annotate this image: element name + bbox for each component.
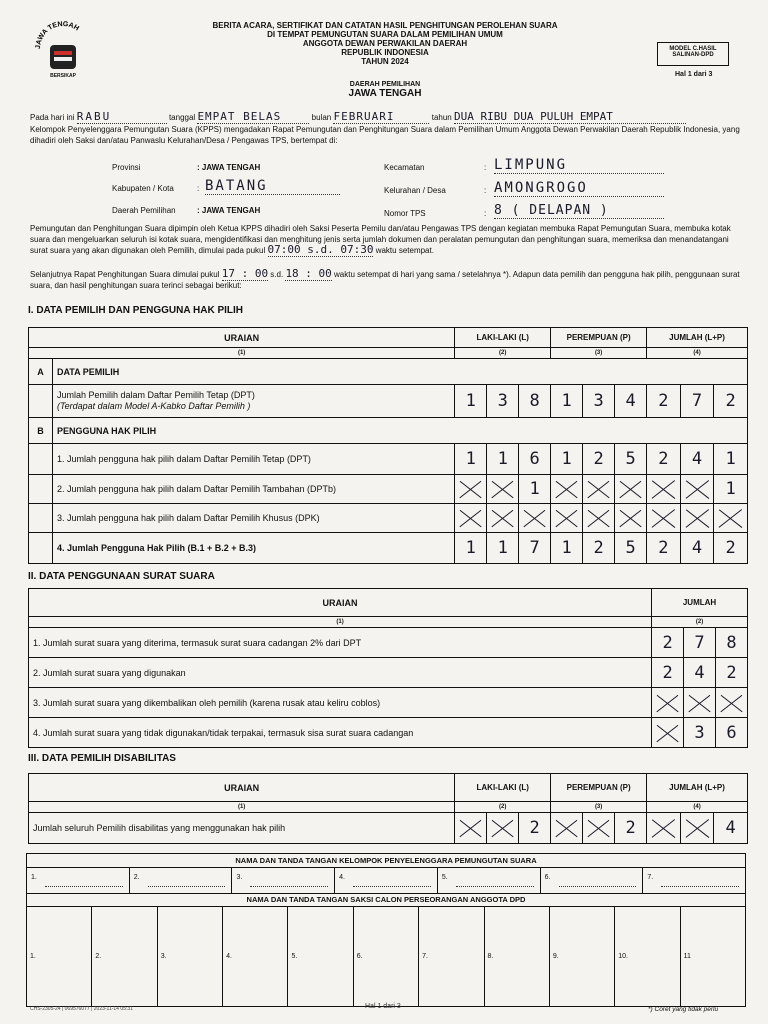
s1-b4: 4. Jumlah Pengguna Hak Pilih (B.1 + B.2 + B.3) xyxy=(52,533,454,564)
digit-cell: 5 xyxy=(625,449,636,469)
digit-cell: 8 xyxy=(726,632,737,653)
saksi-signature-slot xyxy=(681,907,745,1006)
slot-number: 3. xyxy=(236,874,243,881)
s1-b: B xyxy=(29,418,53,444)
para1-time: 07:00 s.d. 07:30 xyxy=(267,243,374,256)
digit-cell: 7 xyxy=(529,538,540,558)
kab-value: BATANG xyxy=(205,178,340,195)
digit-cell: 2 xyxy=(726,662,737,683)
section3-table xyxy=(28,773,748,844)
s3-h-p: PEREMPUAN (P) xyxy=(551,774,647,802)
crossed-out-cell xyxy=(551,475,583,503)
s2-r4: 4. Jumlah surat suara yang tidak digunakan/tidak terpakai, termasuk sisa surat suara cadangan xyxy=(29,718,652,748)
section3-title: III. DATA PEMILIH DISABILITAS xyxy=(28,753,176,764)
intro-text: Kelompok Penyelenggara Pemungutan Suara (KPPS) mengadakan Rapat Pemungutan dan Penghitungan Suara dalam Pemilihan Umum Anggota Dewan Perwakilan Daerah Republik Indonesia, yang dihadiri oleh Saksi dan/atau Panwaslu Kelurahan/Desa / Pengawas TPS, bertempat di: xyxy=(30,125,740,145)
crossed-out-cell xyxy=(487,813,519,843)
digit-cells xyxy=(647,504,747,532)
kpps-signature-slot xyxy=(130,868,233,893)
tps-value: 8 ( DELAPAN ) xyxy=(494,203,664,219)
region-label: DAERAH PEMILIHAN xyxy=(349,81,421,88)
title-line: ANGGOTA DEWAN PERWAKILAN DAERAH xyxy=(302,39,468,48)
signature-block xyxy=(26,853,746,1007)
section1-table xyxy=(28,327,748,564)
digit-cells xyxy=(551,475,646,503)
crossed-out-cell xyxy=(647,475,681,503)
dapil-value: : JAWA TENGAH xyxy=(197,206,261,215)
crossed-out-cell xyxy=(681,504,715,532)
kpps-row xyxy=(27,868,745,894)
crossed-out-cell xyxy=(487,504,519,532)
title-line: TAHUN 2024 xyxy=(361,57,409,66)
para1 xyxy=(30,224,748,257)
crossed-out-cell xyxy=(551,813,583,843)
footer-center: Hal 1 dari 3 xyxy=(365,1003,401,1010)
digit-cell: 2 xyxy=(647,385,681,417)
s2-n1: (1) xyxy=(29,617,652,628)
saksi-signature-slot xyxy=(92,907,157,1006)
slot-number: 6. xyxy=(544,874,551,881)
saksi-title: NAMA DAN TANDA TANGAN SAKSI CALON PERSEORANGAN ANGGOTA DPD xyxy=(27,894,745,907)
slot-number: 5. xyxy=(441,874,448,881)
digit-cell: 3 xyxy=(583,385,615,417)
digit-cells xyxy=(647,444,747,474)
crossed-out-cell xyxy=(716,688,747,717)
date-prefix: Pada hari ini xyxy=(30,113,75,122)
s1-b1: 1. Jumlah pengguna hak pilih dalam Daftar Pemilih Tetap (DPT) xyxy=(52,444,454,475)
s2-h-j: JUMLAH xyxy=(652,589,748,617)
digit-cell: 3 xyxy=(684,718,716,747)
digit-cell: 4 xyxy=(681,444,715,474)
crossed-out-cell xyxy=(615,475,646,503)
digit-cells xyxy=(652,688,747,717)
s1-b-title: PENGGUNA HAK PILIH xyxy=(52,418,747,444)
saksi-signature-slot xyxy=(223,907,288,1006)
digit-cell: 1 xyxy=(725,479,736,499)
para2-start: 17 : 00 xyxy=(221,267,269,280)
digit-cell: 2 xyxy=(652,628,684,657)
page-indicator: Hal 1 dari 3 xyxy=(675,71,713,78)
footer-left: CHS-2305-24 | 069576077 | 2023-11-14 05:31 xyxy=(30,1006,133,1012)
slot-number: 4. xyxy=(339,874,345,881)
s2-r3: 3. Jumlah surat suara yang dikembalikan oleh pemilih (karena rusak atau keliru coblos) xyxy=(29,688,652,718)
s1-a1: Jumlah Pemilih dalam Daftar Pemilih Tetap (DPT) xyxy=(56,390,255,400)
digit-cell: 2 xyxy=(725,391,736,411)
para2-b: waktu setempat di hari yang sama / setelahnya *). Adapun data pemilih dan pengguna hak pilih, penggunaan surat suara, dan hasil penghitungan suara terinci sebagai berikut: xyxy=(30,270,740,290)
bulan-label: bulan xyxy=(311,113,332,122)
para1-end: waktu setempat. xyxy=(375,246,434,255)
s3-n1: (1) xyxy=(29,802,455,813)
digit-cells xyxy=(455,444,550,474)
digit-cell: 2 xyxy=(529,818,540,838)
saksi-signature-slot xyxy=(550,907,615,1006)
digit-cells xyxy=(647,385,747,417)
digit-cell: 1 xyxy=(529,479,540,499)
crossed-out-cell xyxy=(714,504,747,532)
s1-a1b: (Terdapat dalam Model A-Kabko Daftar Pemilih ) xyxy=(56,401,251,411)
digit-cell: 5 xyxy=(625,538,636,558)
digit-cell: 4 xyxy=(725,818,736,838)
s1-n4: (4) xyxy=(647,348,748,359)
saksi-signature-slot xyxy=(158,907,223,1006)
crossed-out-cell xyxy=(684,688,716,717)
digit-cell: 4 xyxy=(625,391,636,411)
s1-n2: (2) xyxy=(455,348,551,359)
logo-top-text: JAWA TENGAH xyxy=(34,20,80,50)
digit-cell: 3 xyxy=(487,385,519,417)
digit-cell: 4 xyxy=(684,658,716,687)
digit-cells xyxy=(647,813,747,843)
provinsi-label: Provinsi xyxy=(112,163,141,172)
kel-value: AMONGROGO xyxy=(494,180,664,197)
kpps-signature-slot xyxy=(232,868,335,893)
s3-n3: (3) xyxy=(551,802,647,813)
crossed-out-cell xyxy=(681,475,715,503)
slot-number: 7. xyxy=(647,874,654,881)
digit-cell: 1 xyxy=(455,533,487,563)
kpps-title: NAMA DAN TANDA TANGAN KELOMPOK PENYELENGGARA PEMUNGUTAN SUARA xyxy=(27,854,745,868)
section2-title: II. DATA PENGGUNAAN SURAT SUARA xyxy=(28,571,215,582)
crossed-out-cell xyxy=(615,504,646,532)
s3-h-j: JUMLAH (L+P) xyxy=(647,774,748,802)
kec-label: Kecamatan xyxy=(384,163,425,172)
crossed-out-cell xyxy=(583,813,615,843)
tanggal-label: tanggal xyxy=(168,113,196,122)
saksi-signature-slot xyxy=(27,907,92,1006)
digit-cells xyxy=(652,718,747,747)
slot-number: 2. xyxy=(95,953,102,960)
digit-cell: 7 xyxy=(684,628,716,657)
region-value: JAWA TENGAH xyxy=(348,88,422,99)
provinsi-value: : JAWA TENGAH xyxy=(197,163,261,172)
para2 xyxy=(30,268,748,291)
s3-n2: (2) xyxy=(455,802,551,813)
digit-cells xyxy=(455,475,550,503)
digit-cell: 8 xyxy=(529,391,540,411)
day-value: RABU xyxy=(77,110,167,124)
para2-sd: s.d. xyxy=(270,270,284,279)
slot-number: 1. xyxy=(31,874,37,881)
digit-cell: 1 xyxy=(487,533,519,563)
saksi-signature-slot xyxy=(354,907,419,1006)
digit-cells xyxy=(455,385,550,417)
digit-cell: 4 xyxy=(681,533,715,563)
s2-r2: 2. Jumlah surat suara yang digunakan xyxy=(29,658,652,688)
slot-number: 9. xyxy=(552,953,559,960)
digit-cells xyxy=(647,533,747,563)
crossed-out-cell xyxy=(647,504,681,532)
s1-a: A xyxy=(29,359,53,385)
slot-number: 4. xyxy=(226,953,232,960)
s1-h-p: PEREMPUAN (P) xyxy=(551,328,647,348)
saksi-row xyxy=(27,907,745,1006)
dapil-label: Daerah Pemilihan xyxy=(112,206,176,215)
crossed-out-cell xyxy=(681,813,715,843)
digit-cell: 1 xyxy=(551,385,583,417)
crossed-out-cell xyxy=(583,504,615,532)
title-line: BERITA ACARA, SERTIFIKAT DAN CATATAN HASIL PENGHITUNGAN PEROLEHAN SUARA xyxy=(212,21,558,30)
digit-cells xyxy=(551,813,646,843)
tps-label: Nomor TPS xyxy=(384,209,426,218)
slot-number: 7. xyxy=(422,953,428,960)
title-line: DI TEMPAT PEMUNGUTAN SUARA DALAM PEMILIHAN UMUM xyxy=(267,30,503,39)
s2-r1: 1. Jumlah surat suara yang diterima, termasuk surat suara cadangan 2% dari DPT xyxy=(29,628,652,658)
logo-bottom-text: BERSIKAP xyxy=(50,73,76,79)
digit-cell: 6 xyxy=(726,722,737,743)
digit-cell: 2 xyxy=(647,444,681,474)
digit-cells xyxy=(652,628,747,657)
slot-number: 2. xyxy=(133,874,140,881)
crossed-out-cell xyxy=(487,475,519,503)
saksi-signature-slot xyxy=(419,907,484,1006)
slot-number: 10. xyxy=(618,953,628,960)
digit-cell: 1 xyxy=(455,444,487,474)
model-line1: MODEL C.HASIL xyxy=(669,46,717,52)
kpps-signature-slot xyxy=(335,868,438,893)
s1-h-j: JUMLAH (L+P) xyxy=(647,328,748,348)
tahun-value: DUA RIBU DUA PULUH EMPAT xyxy=(454,110,686,124)
svg-text:JAWA TENGAH xyxy=(35,21,80,49)
crossed-out-cell xyxy=(551,504,583,532)
digit-cells xyxy=(647,475,747,503)
digit-cell: 1 xyxy=(551,533,583,563)
crossed-out-cell xyxy=(455,475,487,503)
s1-h-uraian: URAIAN xyxy=(29,328,455,348)
s3-h-l: LAKI-LAKI (L) xyxy=(455,774,551,802)
digit-cells xyxy=(455,813,550,843)
digit-cell: 2 xyxy=(647,533,681,563)
s2-h-uraian: URAIAN xyxy=(29,589,652,617)
s1-n1: (1) xyxy=(29,348,455,359)
slot-number: 3. xyxy=(160,953,167,960)
tanggal-value: EMPAT BELAS xyxy=(197,110,309,124)
s1-b2: 2. Jumlah pengguna hak pilih dalam Daftar Pemilih Tambahan (DPTb) xyxy=(52,475,454,504)
digit-cell: 1 xyxy=(551,444,583,474)
crossed-out-cell xyxy=(647,813,681,843)
model-box xyxy=(657,42,729,66)
slot-number: 8. xyxy=(487,953,494,960)
digit-cell: 1 xyxy=(487,444,519,474)
digit-cells xyxy=(652,658,747,687)
s3-r1: Jumlah seluruh Pemilih disabilitas yang menggunakan hak pilih xyxy=(29,813,455,844)
crossed-out-cell xyxy=(455,813,487,843)
kec-value: LIMPUNG xyxy=(494,157,664,174)
digit-cell: 2 xyxy=(725,538,736,558)
slot-number: 6. xyxy=(356,953,363,960)
s3-h-uraian: URAIAN xyxy=(29,774,455,802)
crossed-out-cell xyxy=(652,688,684,717)
section2-table xyxy=(28,588,748,748)
digit-cell: 6 xyxy=(529,449,540,469)
digit-cells xyxy=(551,533,646,563)
digit-cell: 2 xyxy=(625,818,636,838)
slot-number: 5. xyxy=(291,953,298,960)
footer-right: *) Coret yang tidak perlu xyxy=(648,1006,719,1013)
para2-a: Selanjutnya Rapat Penghitungan Suara dimulai pukul xyxy=(30,270,220,279)
slot-number: 11 xyxy=(683,953,691,960)
kab-label: Kabupaten / Kota xyxy=(112,184,174,193)
digit-cells xyxy=(455,533,550,563)
kpps-signature-slot xyxy=(643,868,745,893)
date-line xyxy=(30,110,750,124)
digit-cells xyxy=(455,504,550,532)
digit-cell: 7 xyxy=(681,385,715,417)
digit-cell: 2 xyxy=(583,444,615,474)
kpps-signature-slot xyxy=(27,868,130,893)
s1-n3: (3) xyxy=(551,348,647,359)
tahun-label: tahun xyxy=(431,113,452,122)
slot-number: 1. xyxy=(30,953,36,960)
kpps-signature-slot xyxy=(438,868,541,893)
s2-n2: (2) xyxy=(652,617,748,628)
para1-text: Pemungutan dan Penghitungan Suara dipimpin oleh Ketua KPPS dihadiri oleh Saksi Peserta Pemilu dan/atau Pengawas TPS dengan kegiatan membuka Rapat Pemungutan Suara, membuka kotak suara dan mengeluarkan seluruh isi kotak suara, mengidentifikasi dan menghitung jenis serta jumlah dokumen dan peralatan pemungutan dan penghitungan suara, memeriksa dan menandatangani surat suara yang akan digunakan oleh Pemilih, dimulai pada pukul xyxy=(30,224,731,255)
digit-cell: 2 xyxy=(652,658,684,687)
saksi-signature-slot xyxy=(615,907,680,1006)
digit-cell: 1 xyxy=(725,449,736,469)
s3-n4: (4) xyxy=(647,802,748,813)
document-title xyxy=(150,21,620,66)
model-line2: SALINAN-DPD xyxy=(672,52,714,58)
saksi-signature-slot xyxy=(288,907,353,1006)
crossed-out-cell xyxy=(455,504,487,532)
bulan-value: FEBRUARI xyxy=(333,110,429,124)
kel-label: Kelurahan / Desa xyxy=(384,186,446,195)
crossed-out-cell xyxy=(519,504,550,532)
crossed-out-cell xyxy=(583,475,615,503)
kpps-signature-slot xyxy=(541,868,644,893)
title-line: REPUBLIK INDONESIA xyxy=(341,48,429,57)
crossed-out-cell xyxy=(652,718,684,747)
digit-cell: 2 xyxy=(583,533,615,563)
digit-cell: 1 xyxy=(455,385,487,417)
section1-title: I. DATA PEMILIH DAN PENGGUNA HAK PILIH xyxy=(28,305,243,316)
digit-cells xyxy=(551,504,646,532)
saksi-signature-slot xyxy=(485,907,550,1006)
para2-end: 18 : 00 xyxy=(285,267,332,280)
logo xyxy=(30,15,96,85)
s1-h-l: LAKI-LAKI (L) xyxy=(455,328,551,348)
s1-a-title: DATA PEMILIH xyxy=(52,359,747,385)
digit-cells xyxy=(551,444,646,474)
digit-cells xyxy=(551,385,646,417)
s1-b3: 3. Jumlah pengguna hak pilih dalam Daftar Pemilih Khusus (DPK) xyxy=(52,504,454,533)
